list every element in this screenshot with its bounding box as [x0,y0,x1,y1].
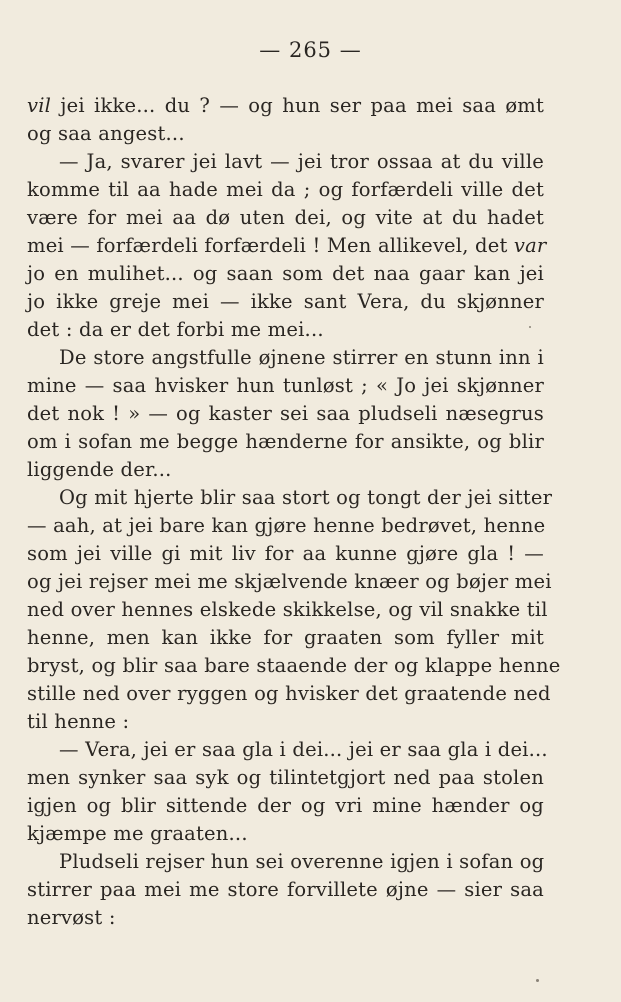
text-line: — Ja, svarer jei lavt — jei tror ossaa at du ville [59,150,544,173]
text-line: — aah, at jei bare kan gjøre henne bedrøvet, henne [27,514,546,537]
text-line: kjæmpe me graaten... [27,822,248,845]
text-line: nervøst : [27,906,116,929]
text-line [27,232,547,260]
text-span: jei ikke... du ? — og hun ser paa mei saa ømt [51,94,544,117]
text-span: mei — forfærdeli forfærdeli ! Men allikevel, det [27,234,514,257]
text-line: igjen og blir sittende der og vri mine hænder og [27,794,544,817]
page-number: — 265 — [259,38,362,62]
text-line: som jei ville gi mit liv for aa kunne gjøre gla ! — [27,542,544,565]
emphasis: var [513,234,547,257]
text-line: stirrer paa mei me store forvillete øjne — sier saa [27,878,544,901]
paper-speck [536,979,539,982]
text-line: Og mit hjerte blir saa stort og tongt der jei sitter [59,486,553,509]
text-line: — Vera, jei er saa gla i dei... jei er saa gla i dei... [59,738,548,761]
text-line: Pludseli rejser hun sei overenne igjen i sofan og [59,850,545,873]
text-line: og saa angest... [27,122,185,145]
paper-speck [529,326,531,328]
text-line: ned over hennes elskede skikkelse, og vil snakke til [27,598,548,621]
text-line: til henne : [27,710,130,733]
text-line: stille ned over ryggen og hvisker det graatende ned [27,682,551,705]
text-line: jo ikke greje mei — ikke sant Vera, du skjønner [27,290,544,313]
text-line: være for mei aa dø uten dei, og vite at du hadet [27,206,544,229]
text-line: det nok ! » — og kaster sei saa pludseli næsegrus [27,402,544,425]
text-line: bryst, og blir saa bare staaende der og klappe henne [27,654,561,677]
text-line: jo en mulihet... og saan som det naa gaar kan jei [27,262,544,285]
text-line: men synker saa syk og tilintetgjort ned paa stolen [27,766,544,789]
text-line: De store angstfulle øjnene stirrer en stunn inn i [59,346,544,369]
text-line: liggende der... [27,458,172,481]
text-line: henne, men kan ikke for graaten som fyller mit [27,626,544,649]
text-line: det : da er det forbi me mei... [27,318,324,341]
text-line: komme til aa hade mei da ; og forfærdeli ville det [27,178,544,201]
text-line [27,92,544,120]
text-line: om i sofan me begge hænderne for ansikte, og blir [27,430,544,453]
body-text [27,92,561,932]
text-line: mine — saa hvisker hun tunløst ; « Jo jei skjønner [27,374,544,397]
emphasis: vil [27,94,52,117]
text-line: og jei rejser mei me skjælvende knæer og bøjer mei [27,570,552,593]
